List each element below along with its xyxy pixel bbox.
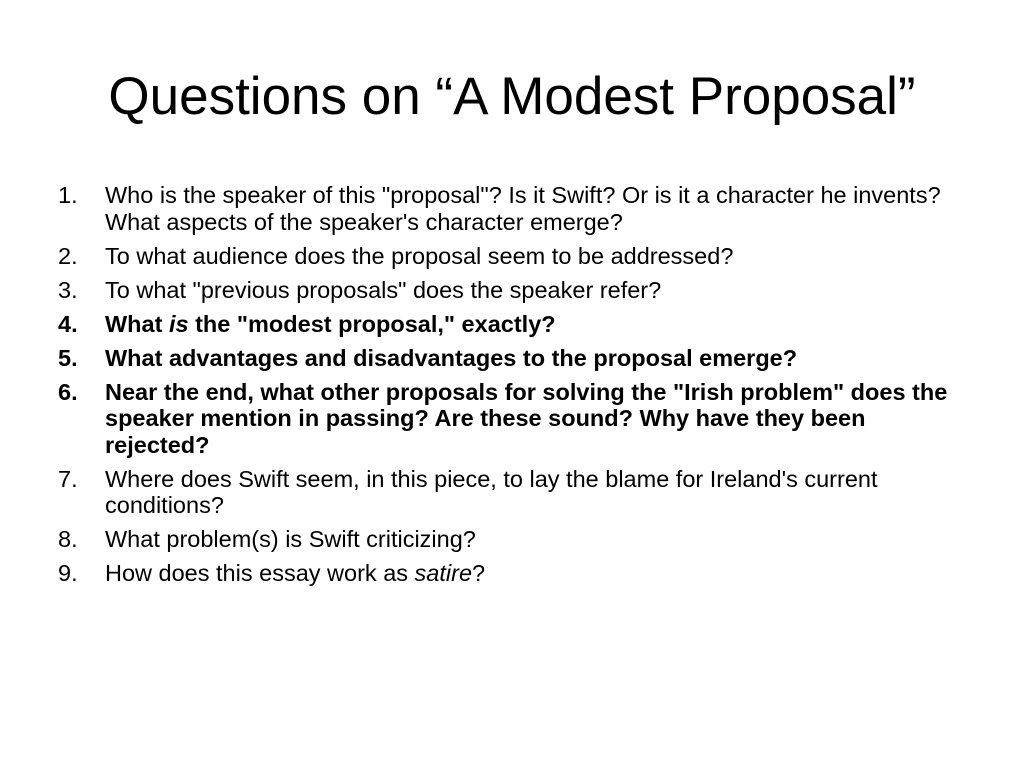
question-text [105, 345, 797, 371]
question-text [105, 243, 733, 269]
question-number: 4. [58, 310, 78, 337]
question-item [58, 345, 958, 372]
question-text-segment: Where does Swift seem, in this piece, to lay the blame for Ireland's current conditions? [105, 465, 878, 518]
question-text-segment: What problem(s) is Swift criticizing? [105, 526, 476, 552]
question-item [58, 526, 958, 553]
question-list [58, 182, 958, 594]
question-number: 2. [58, 242, 78, 269]
question-text-segment: What [105, 310, 169, 337]
question-text-segment: Near the end, what other proposals for solving the "Irish problem" does the speaker mention in passing? Are these sound? Why have they been rejected? [105, 378, 948, 458]
question-item [58, 182, 958, 235]
question-number: 9. [58, 560, 78, 586]
question-text-emphasis: is [168, 310, 189, 337]
question-text-segment: ? [472, 560, 486, 586]
question-item [58, 311, 958, 338]
question-text [105, 311, 556, 337]
question-number: 6. [58, 378, 78, 405]
question-text [105, 182, 941, 235]
question-item [58, 243, 958, 270]
question-text-segment: To what "previous proposals" does the speaker refer? [105, 276, 662, 303]
question-text [105, 277, 661, 303]
question-text-segment: To what audience does the proposal seem to be addressed? [105, 242, 734, 269]
question-number: 8. [58, 526, 78, 552]
question-item [58, 277, 958, 304]
question-text [105, 526, 476, 552]
question-text [105, 379, 947, 458]
question-item [58, 466, 958, 519]
question-item [58, 379, 958, 459]
question-item [58, 560, 958, 587]
slide-title: Questions on “A Modest Proposal” [108, 67, 916, 126]
question-number: 1. [58, 182, 78, 208]
question-text-segment: What advantages and disadvantages to the proposal emerge? [105, 344, 798, 371]
question-number: 3. [58, 276, 78, 303]
question-text-segment: the "modest proposal," exactly? [188, 310, 556, 337]
question-text [105, 466, 878, 519]
question-text [105, 560, 485, 586]
question-text-segment: How does this essay work as [105, 560, 415, 586]
question-number: 7. [58, 465, 78, 492]
question-number: 5. [58, 344, 78, 371]
question-text-emphasis: satire [414, 560, 473, 586]
question-text-segment: Who is the speaker of this "proposal"? Is it Swift? Or is it a character he invents? What aspects of the speaker's character emerge? [105, 182, 941, 235]
